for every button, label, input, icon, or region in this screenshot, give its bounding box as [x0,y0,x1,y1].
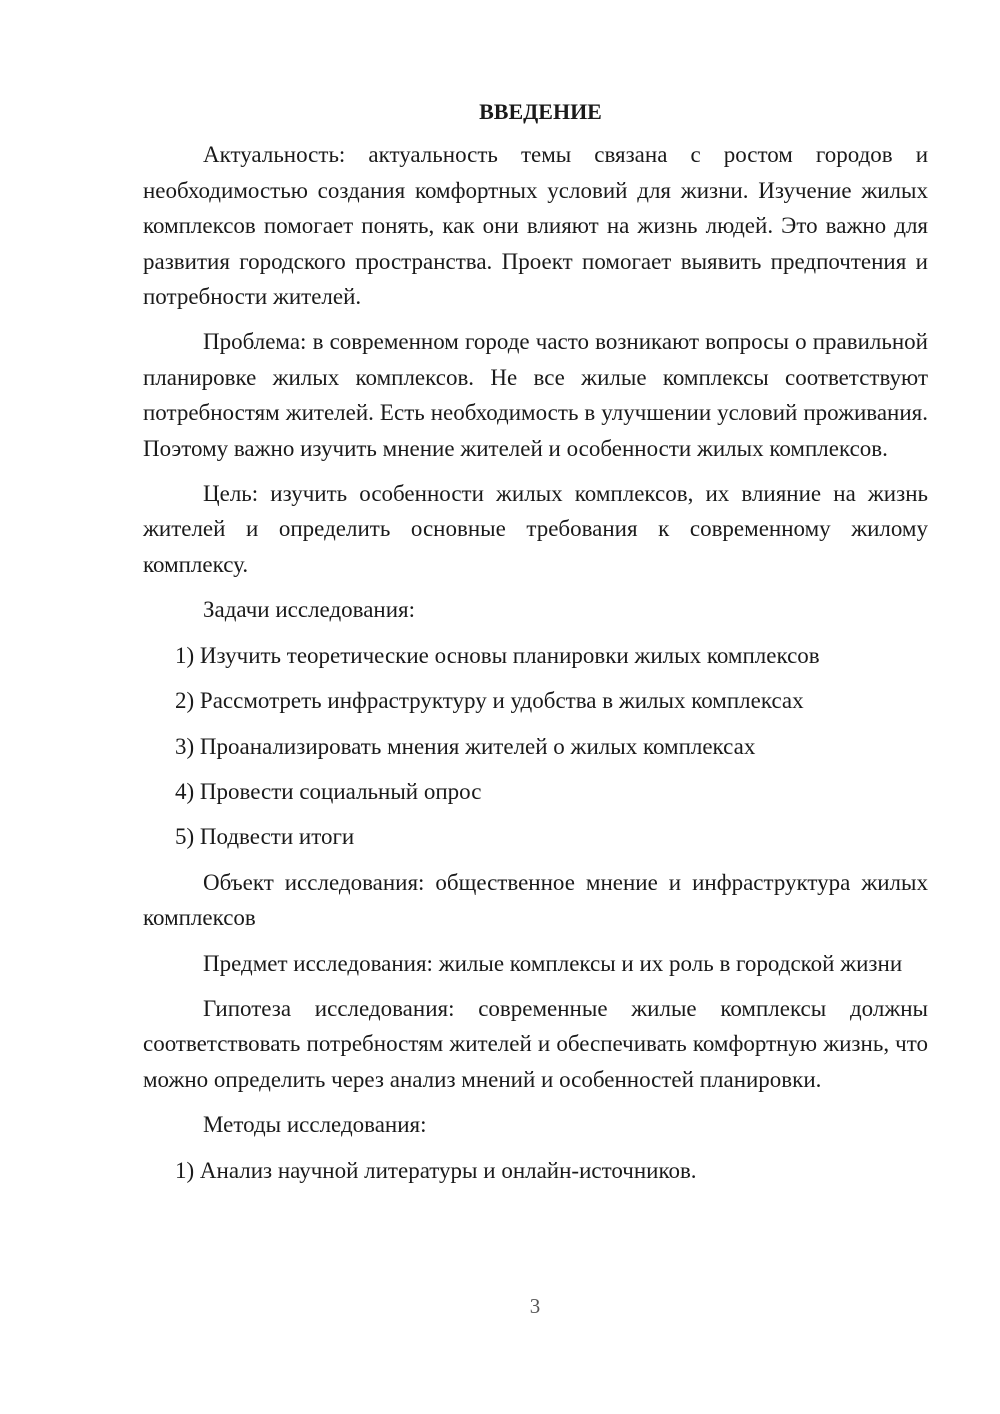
methods-heading: Методы исследования: [203,1112,427,1138]
task-item: 2) Рассмотреть инфраструктуру и удобства в жилых комплексах [175,688,804,714]
goal-paragraph: Цель: изучить особенности жилых комплексов, их влияние на жизнь жителей и определить основные требования к современному жилому комплексу. [143,481,928,577]
task-item: 1) Изучить теоретические основы планировки жилых комплексов [175,642,820,668]
task-item: 4) Провести социальный опрос [175,778,482,804]
section-title: ВВЕДЕНИЕ [479,99,602,124]
method-item: 1) Анализ научной литературы и онлайн-источников. [175,1157,697,1183]
task-item: 3) Проанализировать мнения жителей о жилых комплексах [175,733,756,759]
tasks-heading: Задачи исследования: [203,597,416,623]
page-content [143,94,928,1198]
relevance-paragraph: Актуальность: актуальность темы связана с ростом городов и необходимостью создания комфортных условий для жизни. Изучение жилых комплексов помогает понять, как они влияют на жизнь людей. Это важно для развития городского пространства. Проект помогает выявить предпочтения и потребности жителей. [143,142,928,310]
hypothesis-paragraph: Гипотеза исследования: современные жилые комплексы должны соответствовать потребностям жителей и обеспечивать комфортную жизнь, что можно определить через анализ мнений и особенностей планировки. [143,995,928,1092]
task-item: 5) Подвести итоги [175,824,355,850]
subject-paragraph: Предмет исследования: жилые комплексы и их роль в городской жизни [203,950,903,976]
object-paragraph: Объект исследования: общественное мнение и инфраструктура жилых комплексов [143,869,928,931]
problem-paragraph: Проблема: в современном городе часто возникают вопросы о правильной планировке жилых комплексов. Не все жилые комплексы соответствуют потребностям жителей. Есть необходимость в улучшении условий проживания. Поэтому важно изучить мнение жителей и особенности жилых комплексов. [143,329,928,461]
page-number: 3 [529,1294,541,1318]
